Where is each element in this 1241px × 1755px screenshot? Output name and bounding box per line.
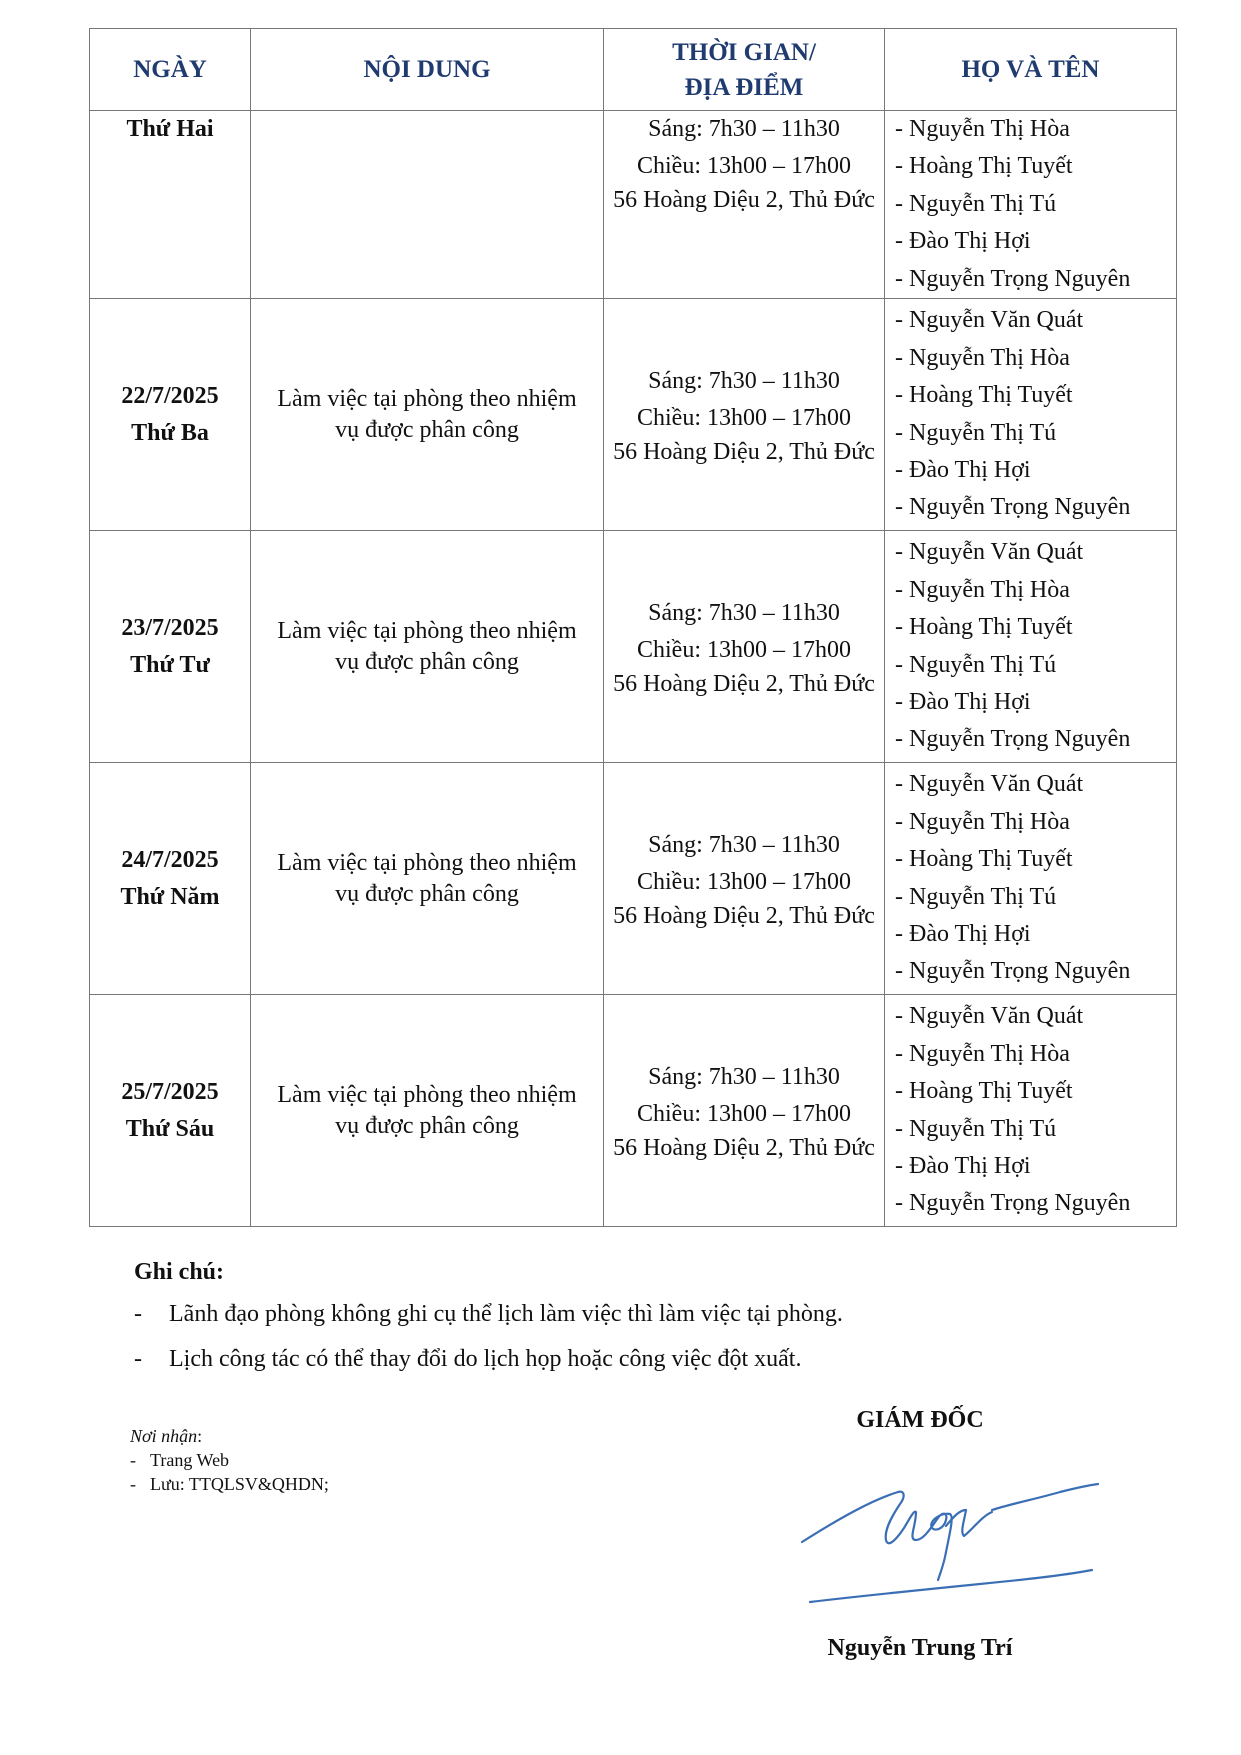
date: 24/7/2025	[121, 846, 219, 873]
address: 56 Hoàng Diệu 2, Thủ Đức	[613, 438, 875, 465]
recipients-heading: Nơi nhận:	[130, 1426, 203, 1446]
handwritten-signature	[800, 1470, 1100, 1610]
note-text: Lịch công tác có thể thay đổi do lịch họp hoặc công việc đột xuất.	[169, 1346, 802, 1372]
recipient-text: Trang Web	[150, 1450, 230, 1470]
people-cell	[885, 531, 1177, 763]
weekday: Thứ Sáu	[125, 1115, 215, 1142]
weekday: Thứ Ba	[131, 419, 209, 446]
header-names: HỌ VÀ TÊN	[885, 29, 1177, 111]
header-day: NGÀY	[90, 29, 251, 111]
people-cell	[885, 763, 1177, 995]
notes-section	[134, 1252, 843, 1382]
address: 56 Hoàng Diệu 2, Thủ Đức	[613, 670, 875, 697]
afternoon-time: Chiều: 13h00 – 17h00	[637, 636, 851, 663]
person-name: - Nguyễn Trọng Nguyên	[895, 958, 1131, 985]
person-name: - Hoàng Thị Tuyết	[895, 1078, 1073, 1105]
recipients-label: Nơi nhận	[130, 1426, 198, 1446]
person-name: - Nguyễn Thị Tú	[895, 190, 1057, 217]
notes-title: Ghi chú:	[134, 1259, 225, 1285]
weekday: Thứ Hai	[126, 116, 214, 142]
signer-title: GIÁM ĐỐC	[856, 1407, 984, 1433]
recipient-text: Lưu: TTQLSV&QHDN;	[150, 1474, 329, 1494]
person-name: - Hoàng Thị Tuyết	[895, 382, 1073, 409]
note-dash: -	[134, 1346, 142, 1372]
person-name: - Đào Thị Hợi	[895, 688, 1031, 715]
person-name: - Đào Thị Hợi	[895, 228, 1031, 255]
person-name: - Đào Thị Hợi	[895, 456, 1031, 483]
morning-time: Sáng: 7h30 – 11h30	[648, 1063, 840, 1090]
person-name: - Nguyễn Thị Tú	[895, 883, 1057, 910]
people-cell	[885, 299, 1177, 531]
recipient-item	[130, 1448, 230, 1472]
person-name: - Đào Thị Hợi	[895, 1152, 1031, 1179]
weekday: Thứ Tư	[130, 651, 210, 678]
note-dash: -	[134, 1301, 142, 1327]
afternoon-time: Chiều: 13h00 – 17h00	[637, 153, 851, 179]
person-name: - Đào Thị Hợi	[895, 920, 1031, 947]
time-place-cell	[604, 763, 885, 995]
time-place-cell	[604, 111, 885, 299]
content-cell: Làm việc tại phòng theo nhiệm vụ được phân công	[251, 531, 604, 763]
time-place-cell	[604, 299, 885, 531]
person-name: - Nguyễn Văn Quát	[895, 1003, 1084, 1030]
address: 56 Hoàng Diệu 2, Thủ Đức	[613, 902, 875, 929]
people-cell	[885, 995, 1177, 1227]
person-name: - Nguyễn Văn Quát	[895, 307, 1084, 334]
people-cell	[885, 111, 1177, 299]
time-place-cell	[604, 995, 885, 1227]
table-row	[90, 763, 1177, 995]
date: 25/7/2025	[121, 1078, 219, 1105]
morning-time: Sáng: 7h30 – 11h30	[648, 367, 840, 394]
weekday: Thứ Năm	[120, 883, 220, 910]
afternoon-time: Chiều: 13h00 – 17h00	[637, 404, 851, 431]
date: 22/7/2025	[121, 382, 219, 409]
date-cell	[90, 111, 251, 299]
schedule-table	[89, 28, 1177, 1227]
content-cell: Làm việc tại phòng theo nhiệm vụ được phân công	[251, 995, 604, 1227]
person-name: - Hoàng Thị Tuyết	[895, 614, 1073, 641]
date-cell	[90, 995, 251, 1227]
table-row	[90, 531, 1177, 763]
address: 56 Hoàng Diệu 2, Thủ Đức	[613, 187, 875, 213]
time-place-cell	[604, 531, 885, 763]
recipient-dash: -	[130, 1450, 136, 1470]
person-name: - Nguyễn Trọng Nguyên	[895, 1190, 1131, 1217]
address: 56 Hoàng Diệu 2, Thủ Đức	[613, 1134, 875, 1161]
person-name: - Nguyễn Thị Hòa	[895, 808, 1070, 835]
morning-time: Sáng: 7h30 – 11h30	[648, 599, 840, 626]
person-name: - Nguyễn Thị Hòa	[895, 576, 1070, 603]
person-name: - Nguyễn Thị Hòa	[895, 344, 1070, 371]
header-time-place-line1: THỜI GIAN/	[672, 38, 816, 66]
date-cell	[90, 299, 251, 531]
person-name: - Nguyễn Thị Tú	[895, 651, 1057, 678]
note-text: Lãnh đạo phòng không ghi cụ thể lịch làm việc thì làm việc tại phòng.	[169, 1301, 843, 1327]
table-row	[90, 995, 1177, 1227]
date-cell	[90, 763, 251, 995]
date-cell	[90, 531, 251, 763]
person-name: - Nguyễn Thị Tú	[895, 419, 1057, 446]
person-name: - Nguyễn Trọng Nguyên	[895, 494, 1131, 521]
header-time-place	[604, 29, 885, 111]
person-name: - Nguyễn Trọng Nguyên	[895, 726, 1131, 753]
table-row	[90, 299, 1177, 531]
person-name: - Nguyễn Thị Hòa	[895, 116, 1070, 142]
person-name: - Nguyễn Thị Tú	[895, 1115, 1057, 1142]
table-row	[90, 111, 1177, 299]
header-time-place-line2: ĐỊA ĐIỂM	[684, 73, 804, 101]
person-name: - Nguyễn Văn Quát	[895, 539, 1084, 566]
morning-time: Sáng: 7h30 – 11h30	[648, 831, 840, 858]
afternoon-time: Chiều: 13h00 – 17h00	[637, 868, 851, 895]
content-cell: Làm việc tại phòng theo nhiệm vụ được phân công	[251, 299, 604, 531]
header-content: NỘI DUNG	[251, 29, 604, 111]
recipient-item	[130, 1472, 329, 1496]
person-name: - Hoàng Thị Tuyết	[895, 153, 1073, 180]
table-header-row	[90, 29, 1177, 111]
note-item	[134, 1292, 843, 1337]
person-name: - Hoàng Thị Tuyết	[895, 846, 1073, 873]
recipient-dash: -	[130, 1474, 136, 1494]
content-cell: Làm việc tại phòng theo nhiệm vụ được phân công	[251, 763, 604, 995]
morning-time: Sáng: 7h30 – 11h30	[648, 116, 840, 142]
afternoon-time: Chiều: 13h00 – 17h00	[637, 1100, 851, 1127]
date: 23/7/2025	[121, 614, 219, 641]
person-name: - Nguyễn Trọng Nguyên	[895, 265, 1131, 292]
person-name: - Nguyễn Văn Quát	[895, 771, 1084, 798]
signer-name: Nguyễn Trung Trí	[827, 1635, 1013, 1661]
note-item	[134, 1337, 802, 1382]
person-name: - Nguyễn Thị Hòa	[895, 1040, 1070, 1067]
recipients-section	[130, 1424, 329, 1496]
content-cell	[251, 111, 604, 299]
